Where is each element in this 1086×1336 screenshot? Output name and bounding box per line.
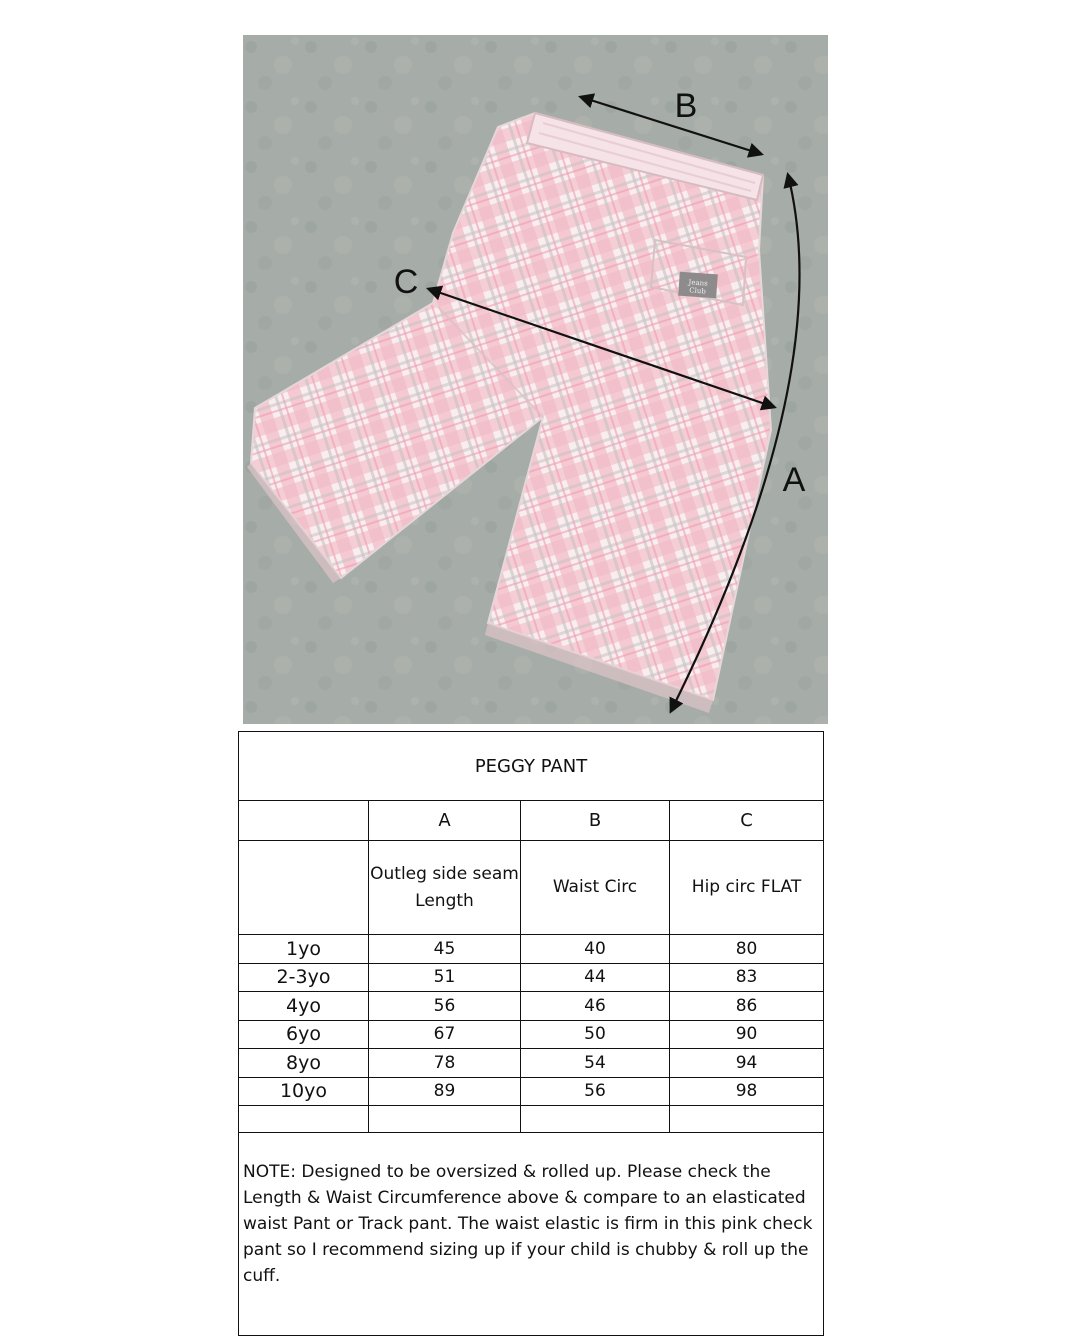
sizing-note: NOTE: Designed to be oversized & rolled up. Please check the Length & Waist Circumference above & compare to an elasticated waist Pant or Track pant. The waist elastic is firm in this pink check pant so I recommend sizing up if your child is chubby & roll up the cuff. [239, 1133, 824, 1336]
value-c: 83 [670, 963, 824, 992]
description-b: Waist Circ [521, 841, 670, 935]
value-a: 78 [369, 1049, 521, 1078]
value-b: 56 [521, 1077, 670, 1106]
value-b: 54 [521, 1049, 670, 1078]
description-c: Hip circ FLAT [670, 841, 824, 935]
product-photo [243, 35, 828, 724]
value-a: 45 [369, 935, 521, 964]
column-header-a: A [369, 801, 521, 841]
empty-description-cell [239, 841, 369, 935]
value-c: 94 [670, 1049, 824, 1078]
brand-tag-line1: Jeans [688, 278, 709, 288]
empty-header-cell [239, 801, 369, 841]
table-row [239, 935, 824, 964]
brand-tag-line2: Club [689, 286, 707, 296]
value-c: 98 [670, 1077, 824, 1106]
value-a: 56 [369, 992, 521, 1021]
pants-diagram [243, 35, 828, 724]
description-a: Outleg side seam Length [369, 841, 521, 935]
value-a: 67 [369, 1020, 521, 1049]
table-row [239, 963, 824, 992]
table-title: PEGGY PANT [239, 732, 824, 801]
value-a: 51 [369, 963, 521, 992]
column-header-c: C [670, 801, 824, 841]
size-label: 6yo [239, 1020, 369, 1049]
table-row [239, 1049, 824, 1078]
value-c: 86 [670, 992, 824, 1021]
size-label: 8yo [239, 1049, 369, 1078]
blank-row [239, 1106, 824, 1133]
note-row [239, 1133, 824, 1336]
table-row [239, 1020, 824, 1049]
value-b: 44 [521, 963, 670, 992]
value-b: 50 [521, 1020, 670, 1049]
table-row [239, 992, 824, 1021]
value-c: 90 [670, 1020, 824, 1049]
title-row [239, 732, 824, 801]
value-b: 40 [521, 935, 670, 964]
measurement-letter-row [239, 801, 824, 841]
value-c: 80 [670, 935, 824, 964]
label-a: A [782, 461, 806, 499]
label-b: B [674, 87, 698, 125]
measurement-description-row [239, 841, 824, 935]
value-b: 46 [521, 992, 670, 1021]
table-row [239, 1077, 824, 1106]
value-a: 89 [369, 1077, 521, 1106]
size-label: 2-3yo [239, 963, 369, 992]
size-label: 4yo [239, 992, 369, 1021]
label-c: C [393, 263, 419, 301]
size-label: 10yo [239, 1077, 369, 1106]
size-chart-table [238, 731, 824, 1336]
size-label: 1yo [239, 935, 369, 964]
column-header-b: B [521, 801, 670, 841]
